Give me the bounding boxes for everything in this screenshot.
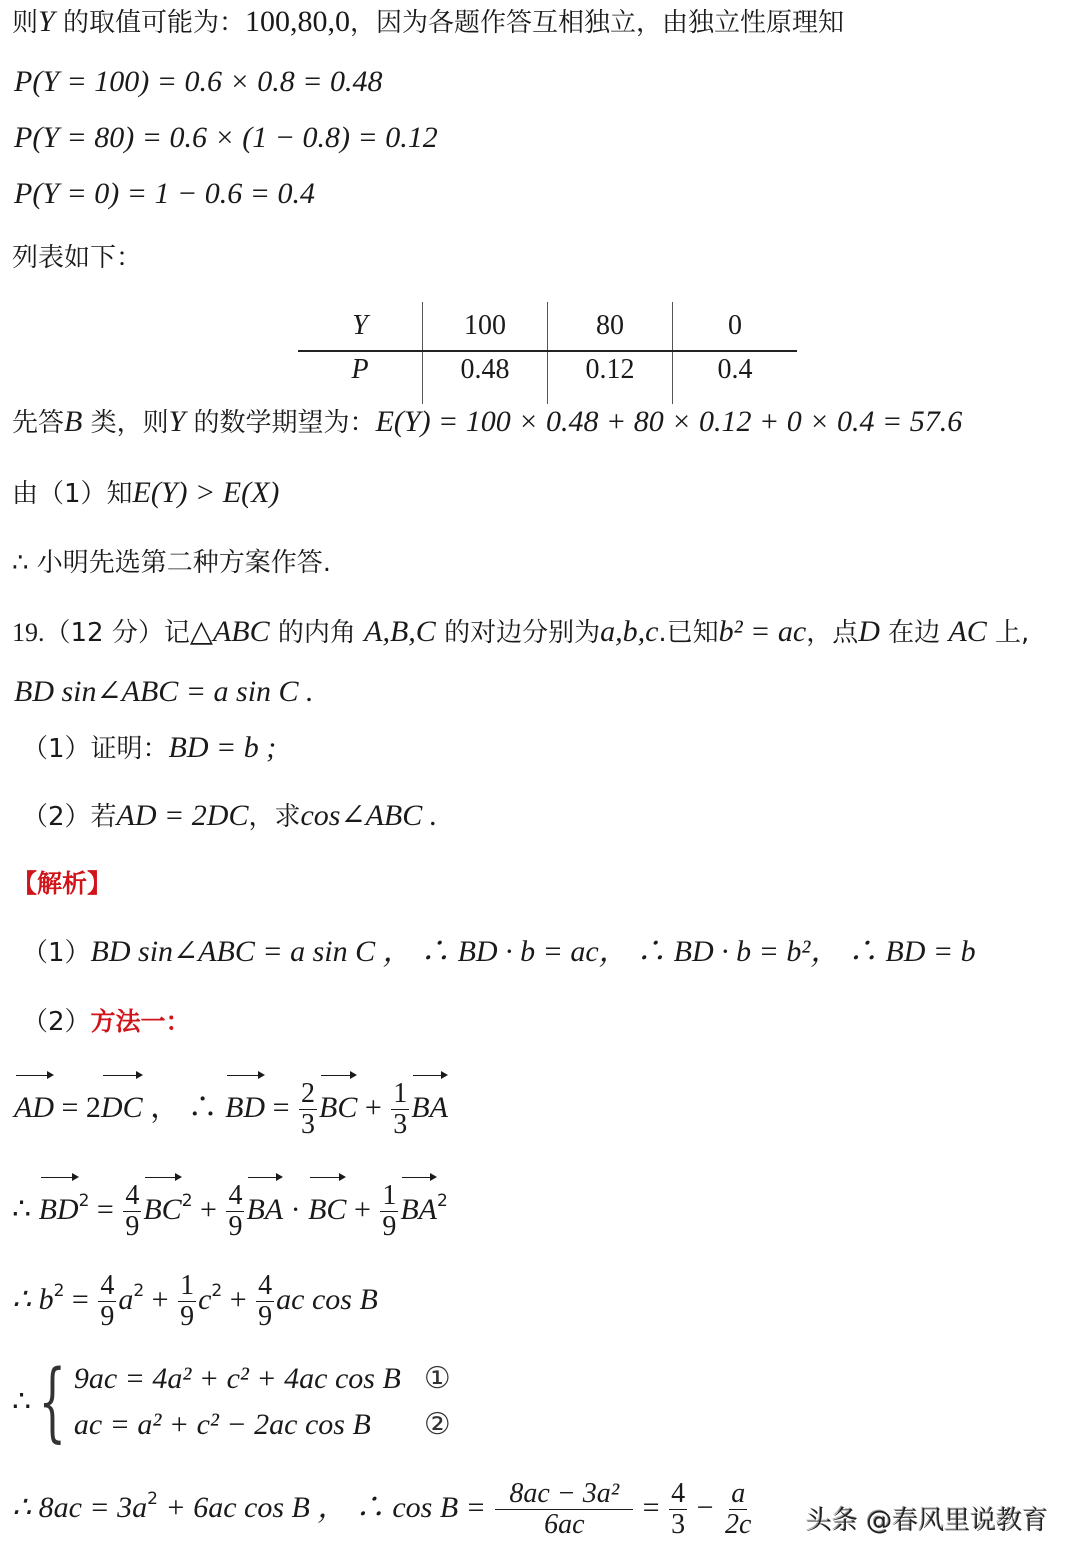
text: 则 [12,8,39,38]
denominator: 3 [671,1509,686,1540]
label: （1）证明： [22,734,169,764]
question-number: 19. [12,618,45,647]
values: 100,80,0 [244,5,350,38]
term: a [118,1283,134,1316]
fraction [226,1181,244,1242]
fraction [723,1479,753,1540]
equals: = [89,1193,122,1226]
var: B [64,405,83,438]
term: ac cos B [276,1283,378,1316]
question-19-stem [12,614,1029,651]
denominator: 3 [393,1109,408,1140]
text: 的对边分别为 [435,618,601,648]
numerator: 4 [671,1478,686,1509]
equation-system [12,1352,451,1452]
plus: + [192,1193,225,1226]
equation-1 [74,1356,451,1402]
equation-2 [74,1402,451,1448]
vector-dc: DC [101,1072,143,1138]
denominator: 9 [258,1301,273,1332]
equals: = [635,1491,668,1524]
formula: BD = b ; [168,731,277,764]
dot: · [283,1193,309,1226]
subquestion-2 [22,798,437,835]
numerator: 1 [393,1078,408,1109]
vector-bd: BD [225,1072,265,1138]
comparison-line [12,475,279,512]
denominator: 9 [180,1301,195,1332]
denominator: 9 [228,1211,243,1242]
table-cell: 0.12 [548,351,673,404]
equals: = 2 [54,1091,101,1124]
text: 类，则 [82,408,169,438]
exponent: 2 [181,1191,193,1211]
analysis-part-1 [22,934,976,971]
numerator: 4 [258,1270,273,1301]
table-cell: 80 [548,302,673,351]
angles: A,B,C [364,615,436,648]
vector-bc: BC [319,1072,357,1138]
label: （2） [22,1007,91,1037]
fraction [98,1271,116,1332]
text: 的数学期望为： [185,408,376,438]
vector-bc: BC [143,1174,181,1240]
table-header-row [298,302,797,351]
table-cell: 0.48 [423,351,548,404]
text: 上, [986,618,1030,648]
points: （12 分） [44,618,164,648]
fraction [391,1079,409,1140]
vector-ad: AD [14,1072,54,1138]
step-square [12,1174,448,1242]
text: 先答 [12,408,65,438]
table-cell: 0 [673,302,798,351]
exponent: 2 [78,1191,90,1211]
range-statement [12,4,844,41]
target: cos∠ABC . [300,799,438,832]
label: （1） [22,938,91,968]
vector-ba: BA [246,1174,283,1240]
text: ，因为各题作答互相独立，由独立性原理知 [349,8,844,38]
therefore: ∴ [12,1385,32,1419]
table-row [298,351,797,404]
label: （2）若 [22,802,117,832]
prob-y-80: P(Y = 80) = 0.6 × (1 − 0.8) = 0.12 [14,121,438,154]
denominator: 9 [382,1211,397,1242]
text: 记 [163,618,190,648]
step-b-squared: ∴ $b^2$ = $\frac{4}{9}$ $a^2$ + $\frac{1}{9}$ $c^2$ + $\frac{4}{9}$ ac cos B [12,1270,378,1332]
equals: = [64,1283,97,1316]
prob-y-100: P(Y = 100) = 0.6 × 0.8 = 0.48 [14,65,383,98]
formula: ∴ 8ac = 3a [12,1491,148,1524]
numerator: 1 [180,1270,195,1301]
point: D [858,615,880,648]
therefore: ∴ [12,1193,39,1226]
formula: + 6ac cos B ， ∴ cos B = [157,1491,494,1524]
step-cos-b [12,1478,755,1540]
expectation-formula: E(Y) = 100 × 0.48 + 80 × 0.12 + 0 × 0.4 = 57.6 [375,405,963,438]
vector-ba: BA [400,1174,437,1240]
denominator: 2c [724,1509,752,1540]
prob-y-0: P(Y = 0) = 1 − 0.6 = 0.4 [14,177,315,210]
exponent: 2 [53,1281,65,1301]
fraction [299,1079,317,1140]
table-cell: Y [298,302,423,351]
question-19-condition: BD sin∠ABC = a sin C . [14,675,314,708]
exponent: 2 [147,1489,158,1509]
fraction [123,1181,141,1242]
numerator: 4 [100,1270,115,1301]
numerator: 2 [301,1078,316,1109]
plus: + [346,1193,379,1226]
circled-one-icon: ① [423,1361,451,1396]
var-y: Y [38,5,55,38]
denominator: 3 [301,1109,316,1140]
vector-ba: BA [411,1072,448,1138]
denominator: 9 [100,1301,115,1332]
therefore: ， ∴ [142,1091,226,1124]
triangle: △ABC [189,615,270,648]
expectation-line [12,404,962,441]
text: ，点 [806,618,859,648]
table-cell: 0.4 [673,351,798,404]
formula: BD sin∠ABC = a sin C ， ∴ BD · b = ac， ∴ BD · b = b²， ∴ BD = b [90,935,976,968]
denominator: 9 [125,1211,140,1242]
analysis-part-2 [22,1004,191,1040]
comparison-formula: E(Y) > E(X) [132,476,280,509]
numerator: a [731,1478,746,1509]
fraction [178,1271,196,1332]
text: 在边 [879,618,949,648]
plus: + [357,1091,390,1124]
text: 由（1）知 [12,479,133,509]
exponent: 2 [211,1281,223,1301]
text: ，求 [248,802,301,832]
system-rows [74,1356,451,1448]
edge: AC [948,615,987,648]
formula: ac = a² + c² − 2ac cos B [73,1408,371,1441]
numerator: 4 [125,1180,140,1211]
table-cell: 100 [423,302,548,351]
minus: − [689,1491,721,1524]
text: 的取值可能为： [54,8,245,38]
exponent: 2 [437,1191,448,1211]
formula: 9ac = 4a² + c² + 4ac cos B [73,1362,401,1395]
vector-bd: BD [39,1174,79,1240]
watermark: 头条 @春风里说教育 [806,1506,1049,1536]
left-brace-icon: { [38,1352,67,1452]
fraction [669,1479,687,1540]
method-label: 方法一： [90,1007,191,1036]
analysis-heading: 【解析】 [12,869,113,898]
table-intro: 列表如下： [12,243,143,273]
var: Y [168,405,186,438]
subquestion-1 [22,730,276,767]
sides: a,b,c [600,615,659,648]
vector-bc: BC [308,1174,346,1240]
numerator: 4 [228,1180,243,1211]
numerator: 1 [382,1180,397,1211]
fraction [256,1271,274,1332]
numerator: 8ac − 3a² [495,1479,633,1510]
circled-two-icon: ② [423,1407,451,1442]
denominator: 6ac [544,1509,585,1540]
therefore-b: ∴ b [12,1283,54,1316]
conclusion: ∴ 小明先选第二种方案作答. [12,548,332,578]
term: c [198,1283,212,1316]
given: b² = ac [718,615,807,648]
equals: = [265,1091,298,1124]
exponent: 2 [133,1281,145,1301]
fraction [495,1479,633,1540]
step-vector-decomposition [14,1072,448,1140]
fraction [380,1181,398,1242]
formula: AD = 2DC [116,799,249,832]
text: 的内角 [269,618,365,648]
text: .已知 [658,618,719,648]
table-cell: P [351,354,369,385]
distribution-table [298,302,797,404]
